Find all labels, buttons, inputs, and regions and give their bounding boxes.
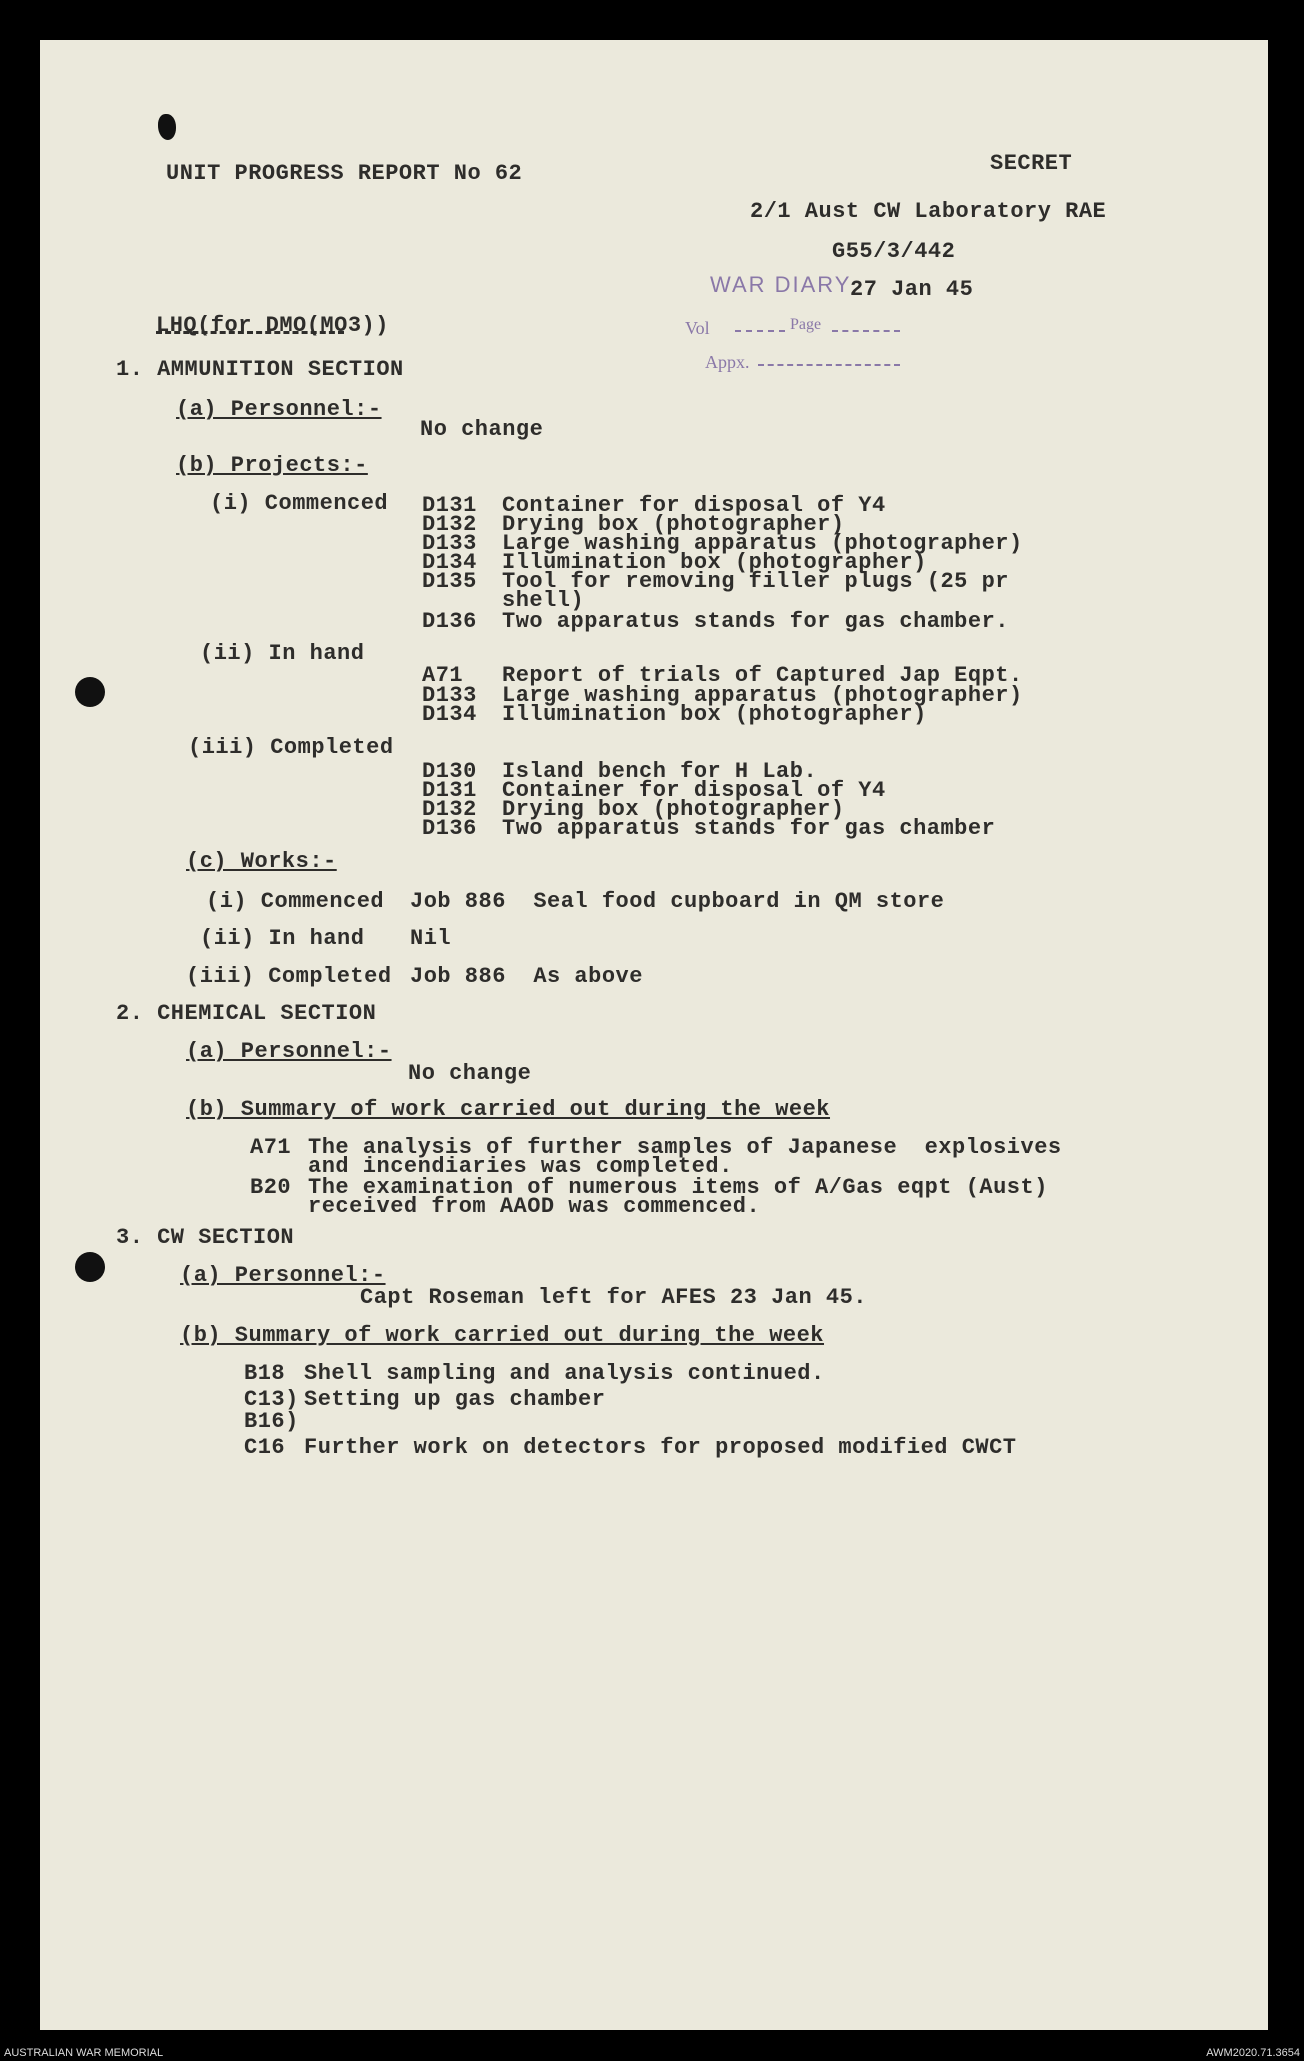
section-2-personnel-label: (a) Personnel:- — [186, 1039, 392, 1064]
item-line: The analysis of further samples of Japanese explosives — [308, 1135, 1062, 1160]
project-code: D133 — [422, 531, 477, 556]
item-line: The examination of numerous items of A/Gas eqpt (Aust) — [308, 1175, 1048, 1200]
completed-label: (iii) Completed — [188, 735, 394, 760]
project-code: D132 — [422, 797, 477, 822]
project-code: D134 — [422, 550, 477, 575]
stamp-page-line — [832, 330, 900, 332]
project-desc: Drying box (photographer) — [502, 797, 845, 822]
item-code: C16 — [244, 1435, 286, 1460]
project-code: D136 — [422, 816, 477, 841]
section-1-projects-label: (b) Projects:- — [176, 453, 368, 478]
section-2-summary-label: (b) Summary of work carried out during the week — [186, 1097, 831, 1122]
reference-number: G55/3/442 — [832, 239, 956, 264]
project-code: D133 — [422, 683, 477, 708]
project-desc: Large washing apparatus (photographer) — [502, 683, 1023, 708]
project-desc: Large washing apparatus (photographer) — [502, 531, 1023, 556]
section-3-personnel-value: Capt Roseman left for AFES 23 Jan 45. — [360, 1285, 867, 1310]
project-desc: Illumination box (photographer) — [502, 702, 927, 727]
section-3-summary-label: (b) Summary of work carried out during the week — [180, 1323, 825, 1348]
project-desc: Drying box (photographer) — [502, 512, 845, 537]
project-desc: Container for disposal of Y4 — [502, 493, 886, 518]
stamp-title: WAR DIARY — [710, 272, 852, 297]
section-3-heading: 3. CW SECTION — [116, 1225, 295, 1250]
stamp-appx: Appx. — [705, 352, 750, 372]
item-desc: Further work on detectors for proposed modified CWCT — [304, 1435, 1017, 1460]
project-code: D132 — [422, 512, 477, 537]
addressee: LHQ(for DMO(MO3)) — [156, 313, 389, 338]
works-value: Job 886 As above — [410, 964, 643, 989]
section-1-personnel-label: (a) Personnel:- — [176, 397, 382, 422]
section-1-heading: 1. AMMUNITION SECTION — [116, 357, 404, 382]
section-2-heading: 2. CHEMICAL SECTION — [116, 1001, 377, 1026]
works-status: (i) Commenced — [206, 889, 385, 914]
project-code: D131 — [422, 493, 477, 518]
project-desc: Container for disposal of Y4 — [502, 778, 886, 803]
report-date: 27 Jan 45 — [850, 277, 974, 302]
project-code: D131 — [422, 778, 477, 803]
footer-accession: AWM2020.71.3654 — [1206, 2047, 1300, 2059]
document-page — [40, 40, 1268, 2030]
section-2-personnel-value: No change — [408, 1061, 532, 1086]
section-3-personnel-label: (a) Personnel:- — [180, 1263, 386, 1288]
project-code: D136 — [422, 609, 477, 634]
project-desc: Island bench for H Lab. — [502, 759, 818, 784]
stamp-vol: Vol — [685, 318, 710, 338]
works-value: Nil — [410, 926, 452, 951]
unit-name: 2/1 Aust CW Laboratory RAE — [750, 199, 1107, 224]
addressee-underline — [156, 331, 344, 334]
project-desc: Two apparatus stands for gas chamber — [502, 816, 996, 841]
inhand-label: (ii) In hand — [200, 641, 365, 666]
section-1-personnel-value: No change — [420, 417, 544, 442]
works-label: (c) Works:- — [186, 849, 337, 874]
item-line: and incendiaries was completed. — [308, 1154, 733, 1179]
item-desc: Setting up gas chamber — [304, 1387, 606, 1412]
project-code: D130 — [422, 759, 477, 784]
report-title: UNIT PROGRESS REPORT No 62 — [166, 161, 523, 186]
works-value: Job 886 Seal food cupboard in QM store — [410, 889, 945, 914]
item-desc: Shell sampling and analysis continued. — [304, 1361, 825, 1386]
item-code: A71 — [250, 1135, 292, 1160]
stamp-page: Page — [790, 316, 822, 333]
works-status: (iii) Completed — [186, 964, 392, 989]
commenced-label: (i) Commenced — [210, 491, 389, 516]
project-desc: Tool for removing filler plugs (25 pr — [502, 569, 1009, 594]
item-line: received from AAOD was commenced. — [308, 1194, 761, 1219]
item-code: C13) — [244, 1387, 299, 1412]
project-desc: Report of trials of Captured Jap Eqpt. — [502, 663, 1023, 688]
item-code: B20 — [250, 1175, 292, 1200]
footer-credit: AUSTRALIAN WAR MEMORIAL — [4, 2047, 164, 2059]
project-desc: shell) — [502, 588, 585, 613]
project-code: D135 — [422, 569, 477, 594]
item-code: B16) — [244, 1409, 299, 1434]
punch-hole — [75, 677, 105, 707]
ink-blot — [158, 114, 176, 140]
item-code: B18 — [244, 1361, 286, 1386]
project-code: D134 — [422, 702, 477, 727]
project-desc: Illumination box (photographer) — [502, 550, 927, 575]
stamp-vol-line — [735, 330, 785, 332]
classification: SECRET — [990, 151, 1073, 176]
works-status: (ii) In hand — [200, 926, 365, 951]
project-desc: Two apparatus stands for gas chamber. — [502, 609, 1009, 634]
stamp-appx-line — [758, 364, 900, 366]
punch-hole — [75, 1252, 105, 1282]
project-code: A71 — [422, 663, 464, 688]
